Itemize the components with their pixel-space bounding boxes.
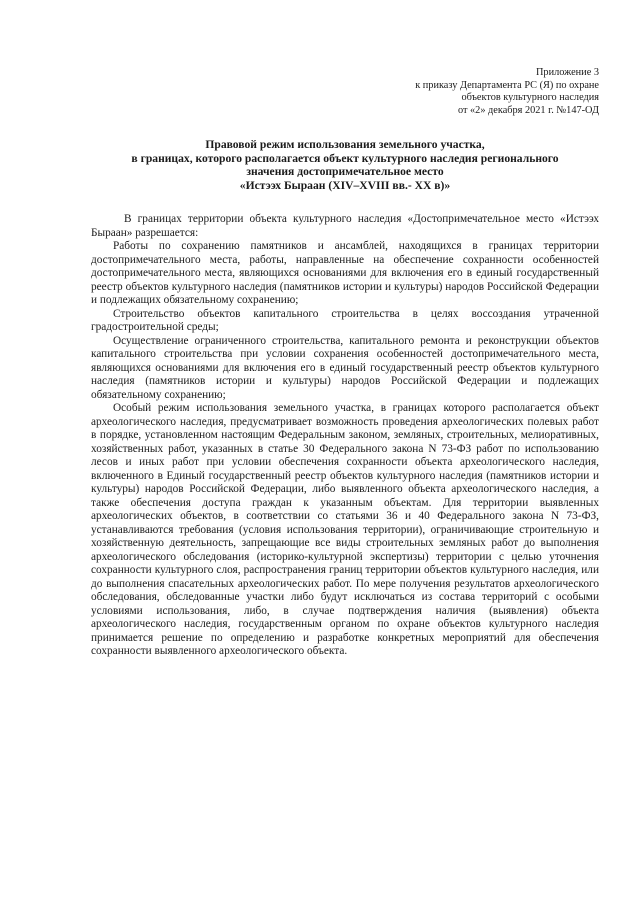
annex-order-ref: к приказу Департамента РС (Я) по охране — [415, 79, 599, 91]
annex-order-subject: объектов культурного наследия — [461, 92, 599, 103]
paragraph-preservation-works: Работы по сохранению памятников и ансамблей, находящихся в границах территории достопримечательного места, работы, направленные на обеспечение сохранности особенностей достопримечательного места, являющихся основаниями для включения его в единый государственный реестр объектов культурного наследия (памятников истории и культуры) народов Российской Федерации и подлежащих обязательному сохранению; — [91, 240, 599, 306]
annex-header — [339, 67, 599, 117]
document-title — [90, 138, 600, 192]
title-line-3: значения достопримечательное место — [246, 165, 444, 179]
title-line-1: Правовой режим использования земельного участка, — [205, 138, 485, 151]
annex-order-date: от «2» декабря 2021 г. №147-ОД — [457, 104, 599, 116]
paragraph-reconstruction: Строительство объектов капитального строительства в целях воссоздания утраченной градостроительной среды; — [91, 307, 599, 333]
title-line-4: «Истээх Быраан (XIV–XVIII вв.- XX в)» — [239, 178, 451, 192]
title-line-2: в границах, которого располагается объект культурного наследия регионального — [131, 151, 559, 165]
intro-paragraph: В границах территории объекта культурного наследия «Достопримечательное место «Истээх Быраан» разрешается: — [91, 213, 599, 239]
paragraph-limited-construction: Осуществление ограниченного строительства, капитального ремонта и реконструкции объектов капитального строительства при условии сохранения особенностей достопримечательного места, являющихся основаниями для включения его в единый государственный реестр объектов культурного наследия (памятников истории и культуры) народов Российской Федерации и подлежащих обязательному сохранению; — [91, 334, 599, 401]
document-body — [91, 213, 599, 659]
paragraph-archaeological-regime: Особый режим использования земельного участка, в границах которого располагается объект археологического наследия, предусматривает возможность проведения археологических полевых работ в порядке, установленном настоящим Федеральным законом, земляных, строительных, мелиоративных, хозяйственных работ, указанных в статье 30 Федерального закона N 73-ФЗ работ по использованию лесов и иных работ при условии обеспечения сохранности объекта археологического наследия, включенного в Единый государственный реестр объектов культурного наследия (памятников истории и культуры) народов Российской Федерации, либо выявленного объекта археологического наследия, а также обеспечения доступа граждан к указанным объектам. Для территории выявленных археологических объектов, в соответствии со статьями 36 и 40 Федерального закона N 73-ФЗ, устанавливаются требования (условия использования территории), ограничивающие строительную и хозяйственную деятельность, запрещающие все виды строительных земляных работ до выполнения археологического обследования (историко-культурной экспертизы) территории с целью уточнения сохранности культурного слоя, распространения границ территории объектов культурного наследия, или до выполнения спасательных археологических работ. По мере получения результатов археологического обследования, обследованные участки либо будут исключаться из состава территорий с особыми условиями использования, либо, в случае подтверждения наличия (выявления) объекта археологического наследия, государственным органом по охране объектов культурного наследия принимается решение по определению и разработке конкретных мероприятий для обеспечения сохранности выявленного археологического объекта. — [91, 402, 599, 657]
annex-number: Приложение 3 — [536, 67, 599, 78]
